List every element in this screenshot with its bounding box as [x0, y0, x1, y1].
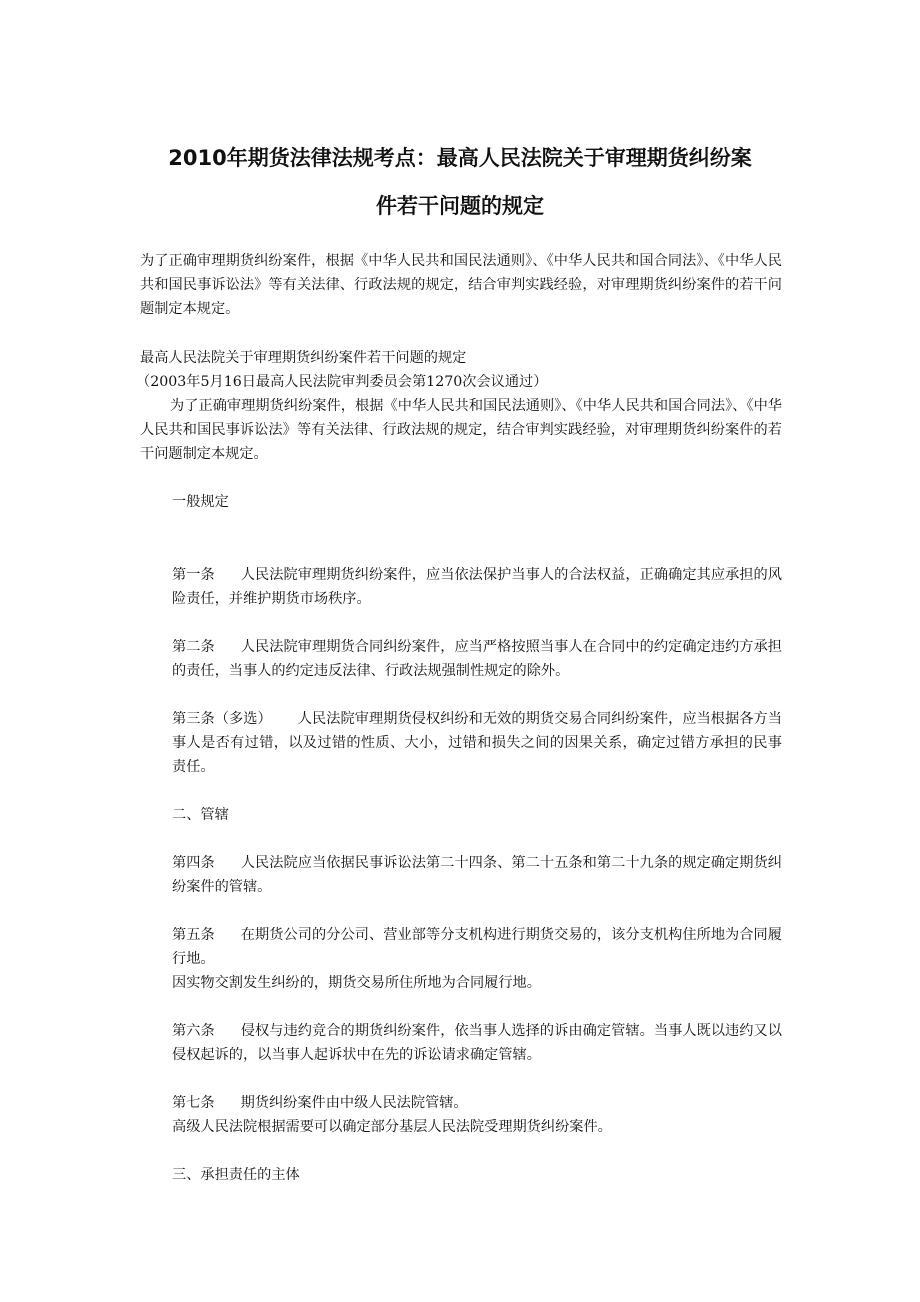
article-2-text: 人民法院审理期货合同纠纷案件，应当严格按照当事人在合同中的约定确定违约方承担的责任，当事人的约定违反法律、行政法规强制性规定的除外。 — [172, 639, 782, 679]
article-3-text: 人民法院审理期货侵权纠纷和无效的期货交易合同纠纷案件，应当根据各方当事人是否有过错，以及过错的性质、大小，过错和损失之间的因果关系，确定过错方承担的民事责任。 — [172, 711, 782, 775]
article-3-label: 第三条（多选） — [172, 711, 272, 727]
article-3 — [172, 707, 782, 779]
article-1-label: 第一条 — [172, 567, 215, 583]
article-4-text: 人民法院应当依据民事诉讼法第二十四条、第二十五条和第二十九条的规定确定期货纠纷案件的管辖。 — [172, 855, 782, 895]
document-title-line2: 件若干问题的规定 — [376, 194, 544, 218]
article-5 — [172, 923, 782, 971]
article-2 — [172, 635, 782, 683]
article-7-label: 第七条 — [172, 1095, 215, 1111]
article-7-text: 期货纠纷案件由中级人民法院管辖。 — [240, 1095, 468, 1111]
document-title-line1: 2010年期货法律法规考点：最高人民法院关于审理期货纠纷案 — [168, 146, 752, 170]
article-1-text: 人民法院审理期货纠纷案件，应当依法保护当事人的合法权益，正确确定其应承担的风险责任，并维护期货市场秩序。 — [172, 567, 782, 607]
article-4-label: 第四条 — [172, 855, 215, 871]
article-7 — [172, 1091, 782, 1115]
article-6 — [172, 1019, 782, 1067]
section-heading-liability: 三、承担责任的主体 — [172, 1167, 300, 1183]
adopted-note: （2003年5月16日最高人民法院审判委员会第1270次会议通过） — [136, 374, 548, 390]
article-6-text: 侵权与违约竞合的期货纠纷案件，依当事人选择的诉由确定管辖。当事人既以违约又以侵权起诉的，以当事人起诉状中在先的诉讼请求确定管辖。 — [172, 1023, 782, 1063]
article-5-paragraph-2: 因实物交割发生纠纷的，期货交易所住所地为合同履行地。 — [172, 975, 541, 991]
article-5-text: 在期货公司的分公司、营业部等分支机构进行期货交易的，该分支机构住所地为合同履行地。 — [172, 927, 782, 967]
section-heading-jurisdiction: 二、管辖 — [172, 807, 229, 823]
article-6-label: 第六条 — [172, 1023, 215, 1039]
rule-title: 最高人民法院关于审理期货纠纷案件若干问题的规定 — [140, 350, 467, 366]
article-2-label: 第二条 — [172, 639, 215, 655]
section-heading-general: 一般规定 — [172, 494, 229, 510]
article-4 — [172, 851, 782, 899]
article-1 — [172, 563, 782, 611]
article-5-label: 第五条 — [172, 927, 215, 943]
article-7-paragraph-2: 高级人民法院根据需要可以确定部分基层人民法院受理期货纠纷案件。 — [172, 1119, 612, 1135]
intro-paragraph: 为了正确审理期货纠纷案件，根据《中华人民共和国民法通则》、《中华人民共和国合同法》、《中华人民共和国民事诉讼法》等有关法律、行政法规的规定，结合审判实践经验，对审理期货纠纷案件的若干问题制定本规定。 — [140, 253, 782, 317]
intro-repeat-paragraph: 为了正确审理期货纠纷案件，根据《中华人民共和国民法通则》、《中华人民共和国合同法》、《中华人民共和国民事诉讼法》等有关法律、行政法规的规定，结合审判实践经验，对审理期货纠纷案件的若干问题制定本规定。 — [140, 398, 782, 462]
